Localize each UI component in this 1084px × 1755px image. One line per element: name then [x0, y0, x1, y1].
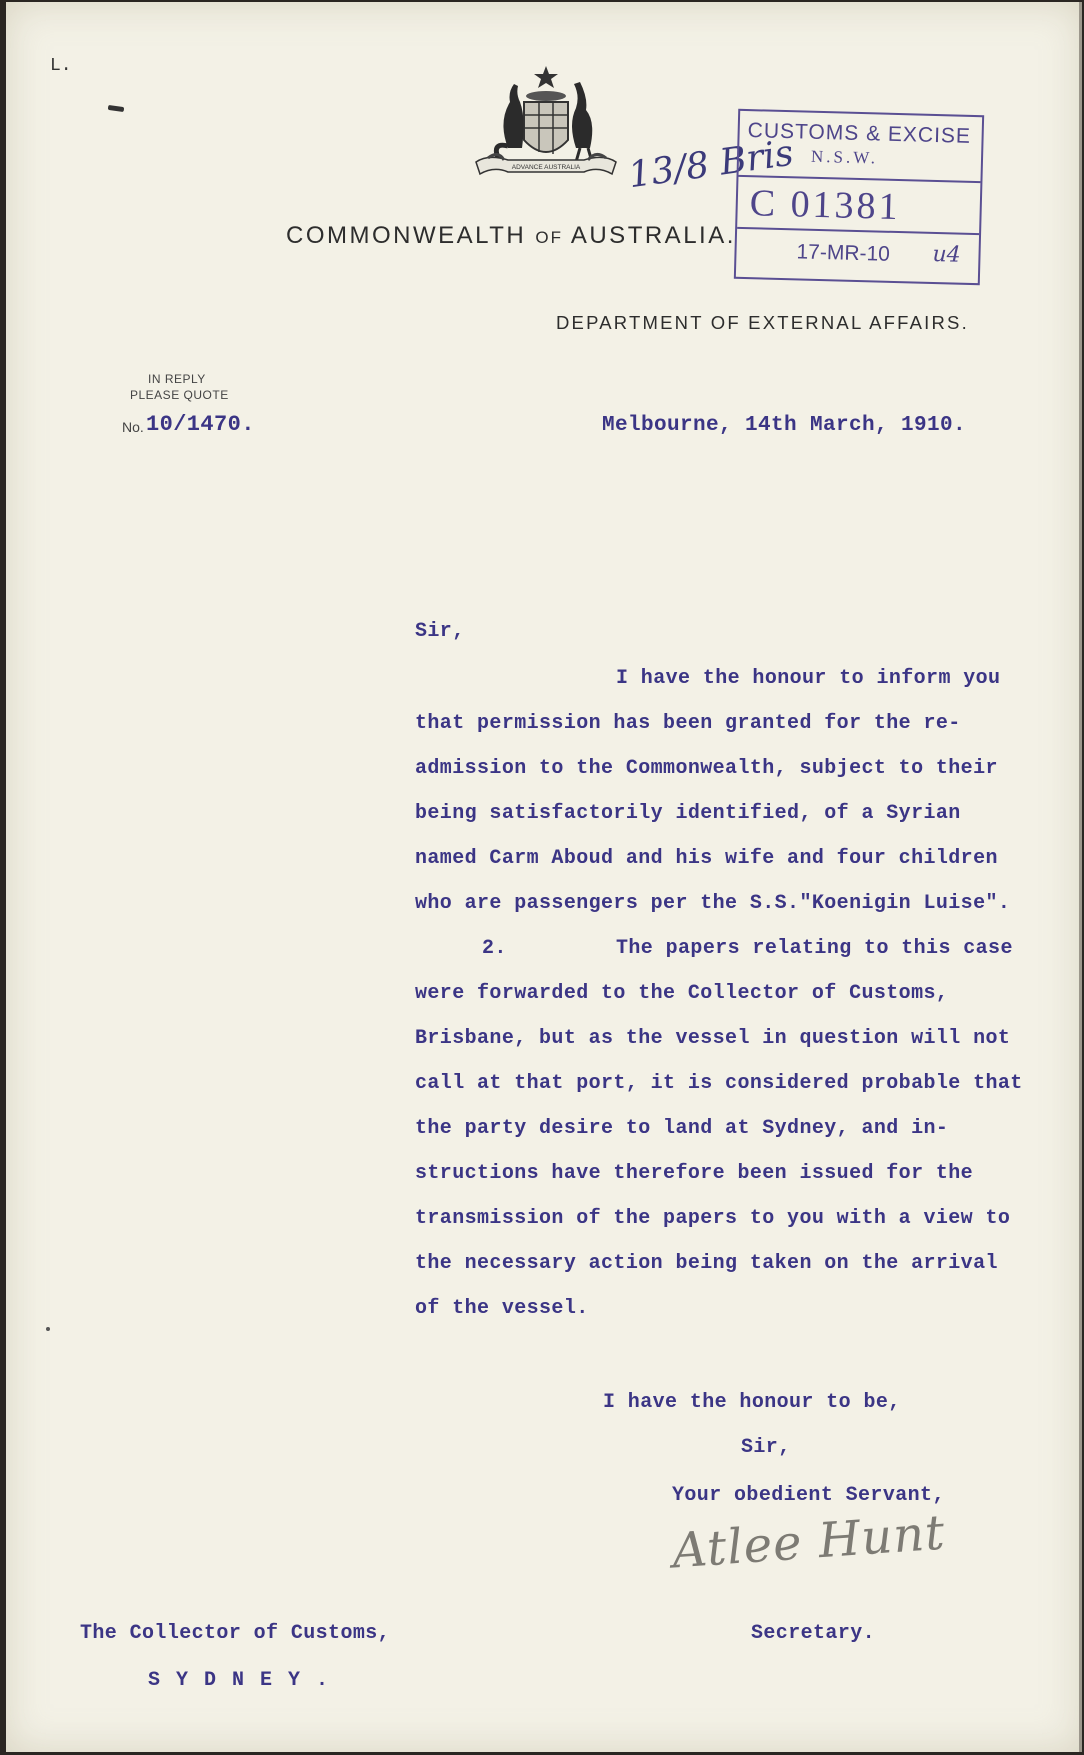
- body-line: structions have therefore been issued for the: [415, 1162, 974, 1185]
- body-line: transmission of the papers to you with a view to: [415, 1207, 1011, 1230]
- reference-number: 10/1470.: [146, 412, 255, 437]
- salutation: Sir,: [415, 620, 465, 643]
- letterhead-of: OF: [535, 228, 563, 247]
- stamp-number: C 01381: [749, 182, 902, 229]
- stamp-state: N.S.W.: [810, 146, 879, 168]
- letterhead-australia: AUSTRALIA.: [570, 222, 736, 249]
- body-line: admission to the Commonwealth, subject to their: [415, 757, 998, 780]
- handwritten-reference: 13/8 Bris: [625, 132, 796, 197]
- body-line: The papers relating to this case: [616, 937, 1013, 960]
- stamp-date: 17-MR-10: [796, 240, 891, 266]
- body-line: Brisbane, but as the vessel in question will not: [415, 1027, 1011, 1050]
- reply-line-2: PLEASE QUOTE: [130, 388, 229, 402]
- body-line: who are passengers per the S.S."Koenigin Luise".: [415, 892, 1011, 915]
- addressee-line: The Collector of Customs,: [80, 1622, 391, 1645]
- body-line: named Carm Aboud and his wife and four children: [415, 847, 998, 870]
- department-heading: DEPARTMENT OF EXTERNAL AFFAIRS.: [556, 312, 969, 333]
- body-line: the necessary action being taken on the arrival: [415, 1252, 998, 1275]
- coat-of-arms-icon: [468, 62, 624, 182]
- reply-line-1: IN REPLY: [148, 372, 206, 386]
- body-line: the party desire to land at Sydney, and in-: [415, 1117, 949, 1140]
- closing-servant: Your obedient Servant,: [672, 1484, 945, 1507]
- paragraph-number: 2.: [482, 937, 507, 960]
- date-line: Melbourne, 14th March, 1910.: [602, 414, 967, 437]
- body-line: call at that port, it is considered probable that: [415, 1072, 1023, 1095]
- paper-speck: [46, 1327, 50, 1331]
- ink-mark: [108, 105, 125, 112]
- customs-stamp: [734, 109, 984, 285]
- crest-motto: ADVANCE AUSTRALIA: [511, 164, 581, 171]
- page-edge: [1079, 2, 1082, 1752]
- corner-mark: L.: [50, 56, 72, 76]
- body-line: I have the honour to inform you: [616, 667, 1001, 690]
- signature: Atlee Hunt: [670, 1504, 948, 1580]
- addressee-city: S Y D N E Y .: [148, 1669, 331, 1692]
- reference-label: No.: [122, 419, 144, 435]
- letterhead-title: [286, 222, 736, 250]
- body-line: being satisfactorily identified, of a Syrian: [415, 802, 961, 825]
- signatory-title: Secretary.: [751, 1622, 876, 1645]
- closing-sir: Sir,: [741, 1436, 791, 1459]
- letterhead-commonwealth: COMMONWEALTH: [286, 222, 527, 249]
- body-line: were forwarded to the Collector of Customs,: [415, 982, 949, 1005]
- stamp-initials: u4: [932, 241, 962, 268]
- body-line: that permission has been granted for the re-: [415, 712, 961, 735]
- closing-line: I have the honour to be,: [603, 1391, 901, 1414]
- body-line: of the vessel.: [415, 1297, 589, 1320]
- stamp-title: CUSTOMS & EXCISE: [747, 119, 972, 148]
- letter-page: [6, 2, 1082, 1752]
